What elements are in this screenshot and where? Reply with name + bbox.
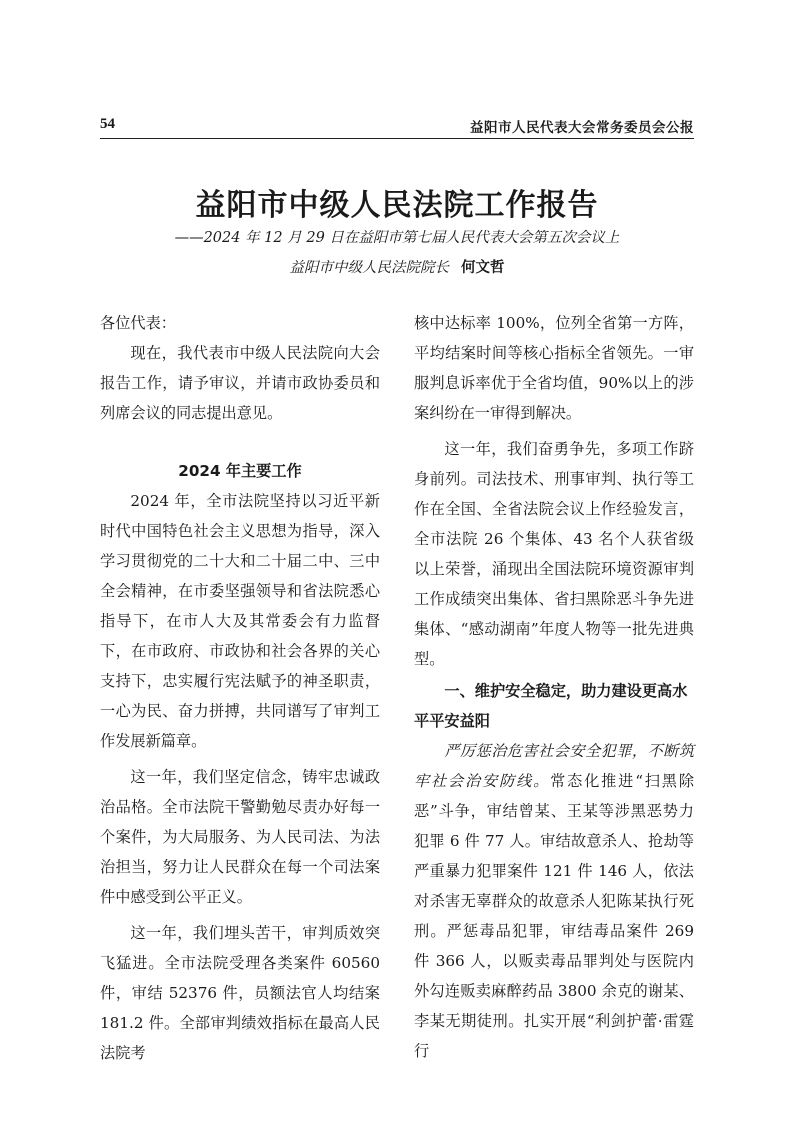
report-subtitle: ——2024 年 12 月 29 日在益阳市第七届人民代表大会第五次会议上 xyxy=(174,230,620,246)
journal-title: 益阳市人民代表大会常务委员会公报 xyxy=(470,120,694,136)
right-column xyxy=(414,308,694,1066)
page-header xyxy=(100,112,694,138)
salutation: 各位代表： xyxy=(100,314,176,332)
heading-1: 一、维护安全稳定，助力建设更高水平平安益阳 xyxy=(414,682,688,730)
paragraph-4: 这一年，我们奋勇争先，多项工作跻身前列。司法技术、刑事审判、执行等工作在全国、全省法院会议上作经验发言，全市法院 26 个集体、43 名个人获省级以上荣誉，涌现出全国法院环境资源审判工作成绩突出集体、省扫黑除恶斗争先进集体、“感动湖南”年度人物等一批先进典型。 xyxy=(414,440,694,668)
page-number: 54 xyxy=(100,116,115,132)
paragraph-5-lead: 严厉惩治危害社会安全犯罪，不断筑牢社会治安防线。 xyxy=(414,742,694,790)
paragraph-3-continued: 核中达标率 100%，位列全省第一方阵，平均结案时间等核心指标全省领先。一审服判息诉率优于全省均值，90%以上的涉案纠纷在一审得到解决。 xyxy=(414,314,694,422)
author-role: 益阳市中级人民法院院长 xyxy=(289,260,449,276)
paragraph-3: 这一年，我们埋头苦干，审判质效突飞猛进。全市法院受理各类案件 60560 件，审结 52376 件，员额法官人均结案 181.2 件。全部审判绩效指标在最高人民法院考 xyxy=(100,924,380,1062)
intro-paragraph: 现在，我代表市中级人民法院向大会报告工作，请予审议，并请市政协委员和列席会议的同志提出意见。 xyxy=(100,344,380,422)
paragraph-5-text: 常态化推进“扫黑除恶”斗争，审结曾某、王某等涉黑恶势力犯罪 6 件 77 人。审结故意杀人、抢劫等严重暴力犯罪案件 121 件 146 人，依法对杀害无辜群众的故意杀人犯陈某执行死刑。严惩毒品犯罪，审结毒品案件 269 件 366 人，以贩卖毒品罪判处与医院内外勾连贩卖麻醉药品 3800 余克的谢某、李某无期徒刑。扎实开展“利剑护蕾·雷霆行 xyxy=(414,772,695,1060)
paragraph-2: 这一年，我们坚定信念，铸牢忠诚政治品格。全市法院干警勤勉尽责办好每一个案件，为大局服务、为人民司法、为法治担当，努力让人民群众在每一个司法案件中感受到公平正义。 xyxy=(100,768,380,906)
paragraph-1: 2024 年，全市法院坚持以习近平新时代中国特色社会主义思想为指导，深入学习贯彻党的二十大和二十届二中、三中全会精神，在市委坚强领导和省法院悉心指导下，在市人大及其常委会有力监督下，在市政府、市政协和社会各界的关心支持下，忠实履行宪法赋予的神圣职责，一心为民、奋力拼搏，共同谱写了审判工作发展新篇章。 xyxy=(100,492,380,750)
author-line xyxy=(0,256,794,277)
author-name: 何文哲 xyxy=(461,259,505,276)
report-title: 益阳市中级人民法院工作报告 xyxy=(195,188,599,223)
left-column xyxy=(100,308,380,1068)
paragraph-5 xyxy=(414,736,694,1066)
section-title: 2024 年主要工作 xyxy=(178,462,302,480)
header-rule xyxy=(100,138,694,139)
